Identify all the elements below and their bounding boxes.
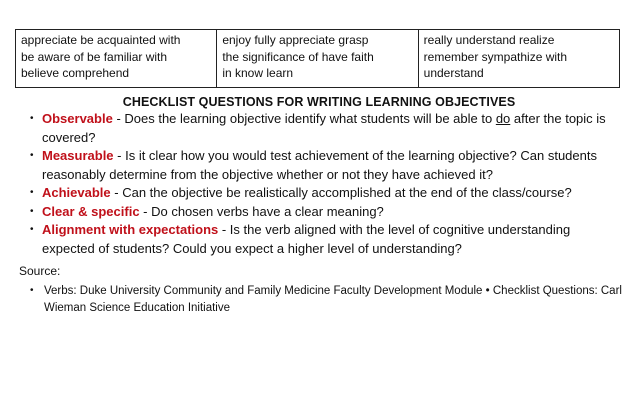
criterion-text: - Do chosen verbs have a clear meaning?: [139, 203, 384, 219]
criterion-term: Measurable: [42, 148, 114, 163]
checklist-item-observable: [30, 110, 622, 147]
table-row: [16, 30, 620, 88]
emphasized-word: do: [495, 111, 511, 126]
checklist-item-measurable: [30, 147, 622, 184]
table-cell-col2: [217, 30, 418, 88]
cell-line: enjoy fully appreciate grasp: [222, 33, 369, 47]
bullet-icon: •: [30, 205, 34, 217]
checklist-heading: CHECKLIST QUESTIONS FOR WRITING LEARNING OBJECTIVES: [122, 95, 516, 109]
bullet-icon: •: [30, 150, 34, 161]
checklist-item-achievable: [30, 184, 622, 203]
criterion-term: Clear & specific: [42, 203, 140, 219]
source-label: Source:: [19, 264, 61, 278]
criterion-text: - Is it clear how you would test achievement of the learning objective? Can students reasonably determine from the objective whether or not they have achieved it?: [42, 148, 597, 182]
cell-line: believe comprehend: [21, 66, 130, 80]
table-cell-col3: [418, 30, 619, 88]
criterion-text: - Can the objective be realistically accomplished at the end of the class/course?: [110, 185, 572, 200]
bullet-icon: •: [30, 187, 34, 198]
checklist: [30, 110, 622, 258]
criterion-text: - Is the verb aligned with the level of cognitive understanding expected of students? Could you expect a higher level of understanding?: [42, 222, 571, 256]
cell-line: the significance of have faith: [222, 49, 374, 64]
criterion-text: - Does the learning objective identify what students will be able to: [112, 111, 496, 126]
criterion-term: Achievable: [42, 185, 111, 200]
checklist-item-clear-specific: [30, 203, 622, 222]
source-text: Verbs: Duke University Community and Family Medicine Faculty Development Module • Checklist Questions: Carl Wieman Science Education Initiative: [44, 285, 622, 314]
cell-line: in know learn: [222, 66, 294, 80]
table-cell-col1: [16, 30, 217, 88]
cell-line: really understand realize: [423, 33, 555, 47]
bullet-icon: •: [30, 285, 34, 296]
source-list: [30, 283, 622, 316]
cell-line: understand: [423, 66, 484, 80]
criterion-text-end: after the topic is covered?: [42, 111, 606, 145]
criterion-term: Alignment with expectations: [42, 222, 219, 237]
source-item: [30, 283, 622, 316]
cell-line: be aware of be familiar with: [21, 49, 168, 64]
bullet-icon: •: [30, 224, 34, 235]
checklist-item-alignment: [30, 221, 622, 258]
bullet-icon: •: [30, 113, 34, 124]
cell-line: remember sympathize with: [423, 49, 568, 64]
verbs-table: [15, 29, 620, 88]
criterion-term: Observable: [42, 111, 113, 126]
cell-line: appreciate be acquainted with: [21, 33, 181, 47]
